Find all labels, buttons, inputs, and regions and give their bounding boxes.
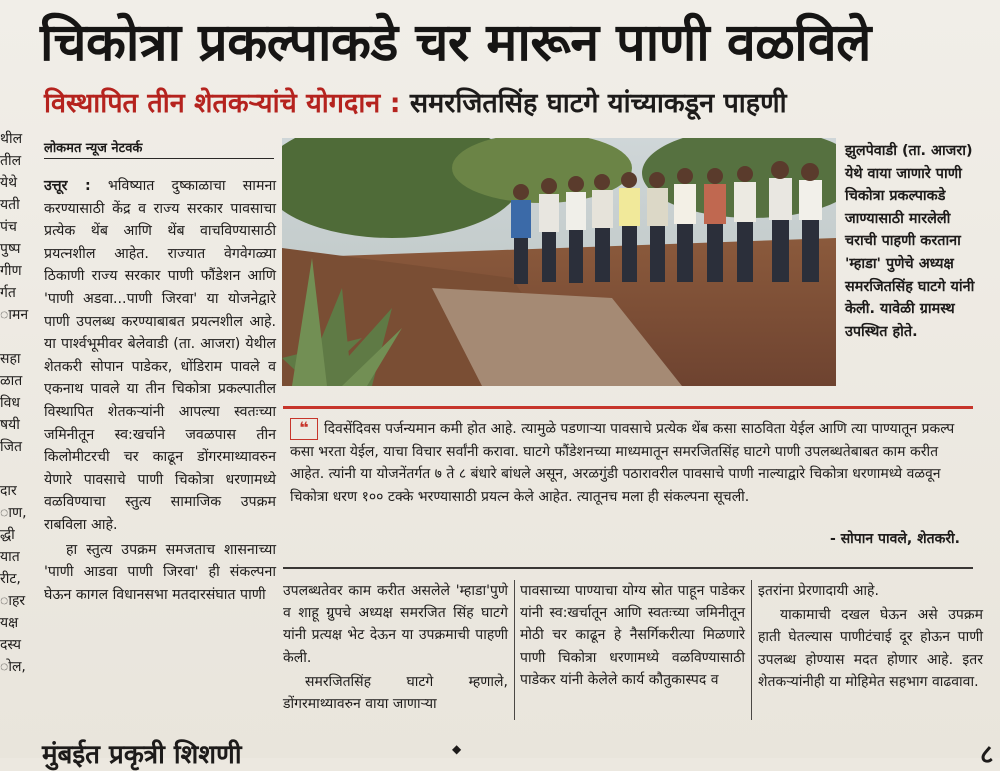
subheadline bbox=[44, 85, 787, 123]
next-headline-fragment: मुंबईत प्रकृत्री शिशणी bbox=[42, 740, 242, 770]
col2-para-2: समरजितसिंह घाटगे म्हणाले, डोंगरमाथ्यावरुन वाया जाणाऱ्या bbox=[283, 673, 508, 713]
left-margin-line bbox=[0, 458, 30, 480]
left-margin-line: षयी bbox=[0, 417, 20, 433]
col4-para-2: याकामाची दखल घेऊन असे उपक्रम हाती घेतल्यास पाणीटंचाई दूर होऊन पाणी उपलब्ध होण्यास मदत होणार आहे. इतर शेतकऱ्यांनीही या मोहिमेत सहभाग वाढवावा. bbox=[758, 607, 983, 690]
ornament: ◆ bbox=[452, 742, 462, 756]
left-margin-line: ाहर bbox=[0, 593, 26, 609]
photo-illustration bbox=[282, 138, 836, 386]
article-column-1 bbox=[44, 175, 276, 606]
col3-para-1: पावसाच्या पाण्याचा योग्य स्रोत पाहून पाडेकर यांनी स्व:खर्चातून आणि स्वतःच्या जमिनीतून मोठी चर काढून हे नैसर्गिकरीत्या मिळणारे पाणी चिकोत्रा धरणामध्ये वळविण्यासाठी पाडेकर यांनी केलेले कार्य कौतुकास्पद व bbox=[520, 583, 745, 688]
left-margin-line: दस्य bbox=[0, 637, 21, 653]
left-margin-line: यात bbox=[0, 549, 20, 565]
subheadline-red: विस्थापित तीन शेतकऱ्यांचे योगदान : bbox=[44, 88, 401, 119]
left-margin-line: पंच bbox=[0, 219, 17, 235]
left-margin-line: सहा bbox=[0, 351, 21, 367]
left-margin-line: विध bbox=[0, 395, 21, 411]
column-divider bbox=[514, 580, 515, 720]
article-column-2 bbox=[283, 580, 508, 715]
section-rule bbox=[283, 567, 973, 569]
left-margin-line: तील bbox=[0, 153, 22, 169]
left-margin-line: जित bbox=[0, 439, 22, 455]
byline: लोकमत न्यूज नेटवर्क bbox=[44, 141, 143, 156]
left-margin-line: ळात bbox=[0, 373, 23, 389]
left-margin-line: गीण bbox=[0, 263, 22, 279]
quote-box bbox=[290, 418, 960, 508]
left-margin-line: थील bbox=[0, 131, 23, 147]
page-number: ८ bbox=[980, 740, 994, 770]
left-margin-line: ाण, bbox=[0, 505, 27, 521]
column-divider bbox=[751, 580, 752, 720]
left-margin-line bbox=[0, 326, 30, 348]
left-margin-line: यती bbox=[0, 197, 20, 213]
left-margin-column bbox=[0, 128, 30, 678]
dateline: उत्तूर : bbox=[44, 178, 91, 194]
left-margin-line: दार bbox=[0, 483, 17, 499]
news-photo bbox=[282, 138, 836, 386]
left-margin-line: ामन bbox=[0, 307, 29, 323]
left-margin-line: रीट, bbox=[0, 571, 21, 587]
photo-caption: झुलपेवाडी (ता. आजरा) येथे वाया जाणारे पाणी चिकोत्रा प्रकल्पाकडे जाण्यासाठी मारलेली चराची पाहणी करताना 'म्हाडा' पुणेचे अध्यक्ष समरजितसिंह घाटगे यांनी केली. यावेळी ग्रामस्थ उपस्थित होते. bbox=[845, 143, 975, 340]
headline: चिकोत्रा प्रकल्पाकडे चर मारून पाणी वळविले bbox=[40, 13, 871, 73]
left-margin-line: द्धी bbox=[0, 527, 15, 543]
col2-para-1: उपलब्धतेवर काम करीत असलेले 'म्हाडा'पुणे व शाहू ग्रुपचे अध्यक्ष समरजित सिंह घाटगे यांनी प्रत्यक्ष भेट देऊन या उपक्रमाची पाहणी केली. bbox=[283, 583, 508, 666]
article-para-2: हा स्तुत्य उपक्रम समजताच शासनाच्या 'पाणी आडवा पाणी जिरवा' ही संकल्पना घेऊन कागल विधानसभा मतदारसंघात पाणी bbox=[44, 541, 276, 603]
col4-para-1: इतरांना प्रेरणादायी आहे. bbox=[758, 583, 879, 599]
quote-attribution: - सोपान पावले, शेतकरी. bbox=[830, 531, 960, 547]
article-column-4 bbox=[758, 580, 983, 693]
byline-rule bbox=[44, 158, 274, 159]
left-margin-line: पुष्प bbox=[0, 241, 21, 257]
quote-icon: ❝ bbox=[290, 418, 318, 440]
subheadline-black: समरजितसिंह घाटगे यांच्याकडून पाहणी bbox=[409, 88, 787, 119]
left-margin-line: येथे bbox=[0, 175, 18, 191]
para-1-text: भविष्यात दुष्काळाचा सामना करण्यासाठी केंद्र व राज्य सरकार पावसाचा प्रत्येक थेंब आणि थेंब वाचविण्यासाठी प्रयत्नशील आहेत. राज्यात वेगवेगळ्या ठिकाणी राज्य सरकार पाणी फौंडेशन आणि 'पाणी अडवा...पाणी जिरवा' या योजनेद्वारे पाणी उपलब्ध करण्याबाबत प्रयत्नशील आहे. या पार्श्वभूमीवर बेलेवाडी (ता. आजरा) येथील शेतकरी सोपान पाडेकर, धोंडिराम पावले व एकनाथ पावले या तीन चिकोत्रा प्रकल्पातील विस्थापित शेतकऱ्यांनी आपल्या स्वतःच्या जमिनीतून स्व:खर्चाने जवळपास तीन किलोमीटरची चर काढून डोंगरमाथ्यावरुन येणारे पावसाचे पाणी चिकोत्रा धरणामध्ये वळविण्याचा स्तुत्य सामाजिक उपक्रम राबविला आहे. bbox=[44, 178, 276, 533]
article-column-3 bbox=[520, 580, 745, 691]
left-margin-line: यक्ष bbox=[0, 615, 19, 631]
article-para-1 bbox=[44, 175, 276, 537]
left-margin-line: र्गत bbox=[0, 285, 16, 301]
left-margin-line: ोल, bbox=[0, 659, 26, 675]
quote-rule bbox=[283, 406, 973, 409]
quote-text: दिवसेंदिवस पर्जन्यमान कमी होत आहे. त्यामुळे पडणाऱ्या पावसाचे प्रत्येक थेंब कसा साठविता येईल आणि त्या पाण्यातून प्रकल्प कसा भरता येईल, याचा विचार सर्वांनी करावा. घाटगे फौंडेशनच्या माध्यमातून समरजितसिंह घाटगे पाणी उपलब्धतेबाबत काम करीत आहेत. त्यांनी या योजनेंतर्गत ७ ते ८ बंधारे बांधले असून, अरळगुंडी पठारावरील पावसाचे पाणी नाल्याद्वारे चिकोत्रा धरणामध्ये वळवून चिकोत्रा धरण १०० टक्के भरण्यासाठी प्रयत्न केले आहेत. त्यातूनच मला ही संकल्पना सूचली. bbox=[290, 421, 955, 505]
